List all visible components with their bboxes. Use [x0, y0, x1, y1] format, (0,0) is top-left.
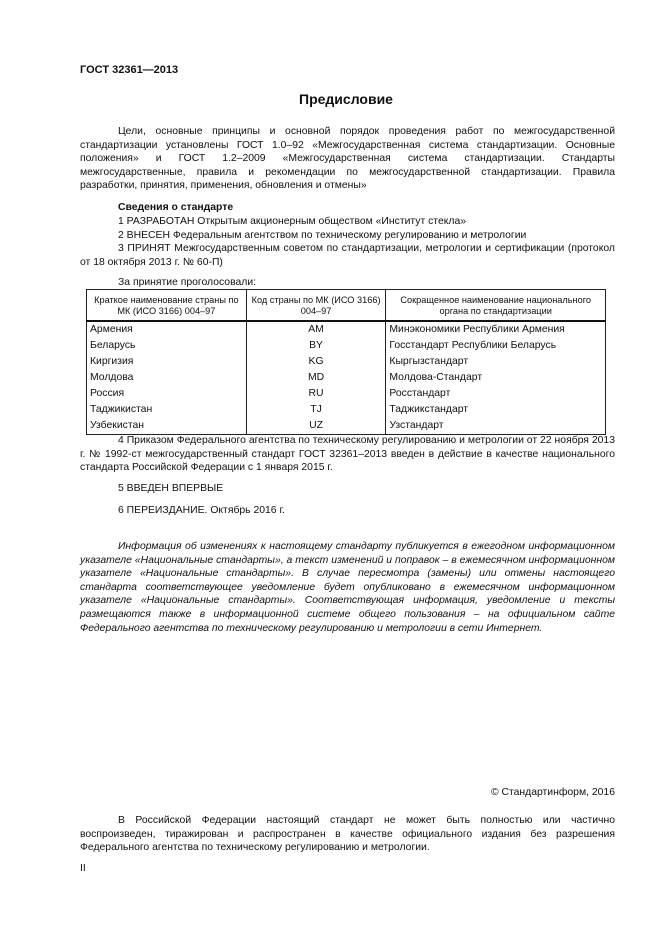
table-row — [87, 370, 606, 386]
table-row — [87, 338, 606, 354]
item-submitted: 2 ВНЕСЕН Федеральным агентством по техническому регулированию и метрологии — [118, 230, 527, 241]
national-body: Минэкономики Республики Армения — [386, 321, 606, 338]
changes-notice: Информация об изменениях к настоящему стандарту публикуется в ежегодном информационном указателе «Национальные стандарты», а текст изменений и поправок – в ежемесячном информационном указателе «Национальные стандарты». В случае пересмотра (замены) или отмены настоящего стандарта соответствующее уведомление будет опубликовано в ежемесячном информационном указателе «Национальные стандарты». Соответствующая информация, уведомление и тексты размещаются также в информационной системе общего пользования – на официальном сайте Федерального агентства по техническому регулированию и метрологии в сети Интернет. — [80, 541, 615, 634]
standard-info-title: Сведения о стандарте — [118, 202, 234, 213]
country-name: Молдова — [87, 370, 247, 386]
item-first-introduced: 5 ВВЕДЕН ВПЕРВЫЕ — [118, 483, 224, 494]
country-name: Киргизия — [87, 354, 247, 370]
national-body: Госстандарт Республики Беларусь — [386, 338, 606, 354]
item-enacted: 4 Приказом Федерального агентства по техническому регулированию и метрологии от 22 ноября 2013 г. № 1992-ст межгосударственный стандарт ГОСТ 32361–2013 введен в действие в качестве национального стандарта Российской Федерации с 1 января 2015 г. — [80, 435, 615, 474]
header-national-body: Сокращенное наименование национального органа по стандартизации — [386, 290, 606, 322]
country-code: BY — [246, 338, 386, 354]
country-name: Узбекистан — [87, 418, 247, 435]
table-row — [87, 354, 606, 370]
country-code: AM — [246, 321, 386, 338]
copyright-line: © Стандартинформ, 2016 — [490, 787, 615, 798]
vote-table-header-row — [87, 290, 606, 322]
country-code: KG — [246, 354, 386, 370]
vote-table — [86, 289, 606, 435]
country-code: UZ — [246, 418, 386, 435]
intro-paragraph: Цели, основные принципы и основной порядок проведения работ по межгосударственной стандартизации установлены ГОСТ 1.0–92 «Межгосударственная система стандартизации. Основные положения» и ГОСТ 1.2–2009 «Межгосударственная система стандартизации. Стандарты межгосударственные, правила и рекомендации по межгосударственной стандартизации. Правила разработки, принятия, применения, обновления и отмены» — [80, 126, 615, 192]
national-body: Кыргызстандарт — [386, 354, 606, 370]
country-name: Таджикистан — [87, 402, 247, 418]
table-row — [87, 418, 606, 435]
page-number: II — [80, 863, 86, 874]
table-row — [87, 386, 606, 402]
country-code: TJ — [246, 402, 386, 418]
national-body: Таджикстандарт — [386, 402, 606, 418]
country-name: Беларусь — [87, 338, 247, 354]
national-body: Узстандарт — [386, 418, 606, 435]
item-reissue: 6 ПЕРЕИЗДАНИЕ. Октябрь 2016 г. — [118, 505, 285, 516]
header-country-name: Краткое наименование страны по МК (ИСО 3166) 004–97 — [87, 290, 247, 322]
item-developed: 1 РАЗРАБОТАН Открытым акционерным обществом «Институт стекла» — [118, 216, 467, 227]
table-row — [87, 321, 606, 338]
table-row — [87, 402, 606, 418]
country-name: Армения — [87, 321, 247, 338]
country-code: RU — [246, 386, 386, 402]
country-code: MD — [246, 370, 386, 386]
national-body: Молдова-Стандарт — [386, 370, 606, 386]
document-header: ГОСТ 32361—2013 — [80, 64, 179, 76]
voted-label: За принятие проголосовали: — [118, 277, 257, 288]
header-country-code: Код страны по МК (ИСО 3166) 004–97 — [246, 290, 386, 322]
country-name: Россия — [87, 386, 247, 402]
legal-notice: В Российской Федерации настоящий стандарт не может быть полностью или частично воспроизведен, тиражирован и распространен в качестве официального издания без разрешения Федерального агентства по техническому регулированию и метрологии. — [80, 815, 615, 854]
national-body: Росстандарт — [386, 386, 606, 402]
item-adopted: 3 ПРИНЯТ Межгосударственным советом по стандартизации, метрологии и сертификации (протокол от 18 октября 2013 г. № 60-П) — [80, 243, 615, 268]
page-title: Предисловие — [299, 91, 393, 107]
